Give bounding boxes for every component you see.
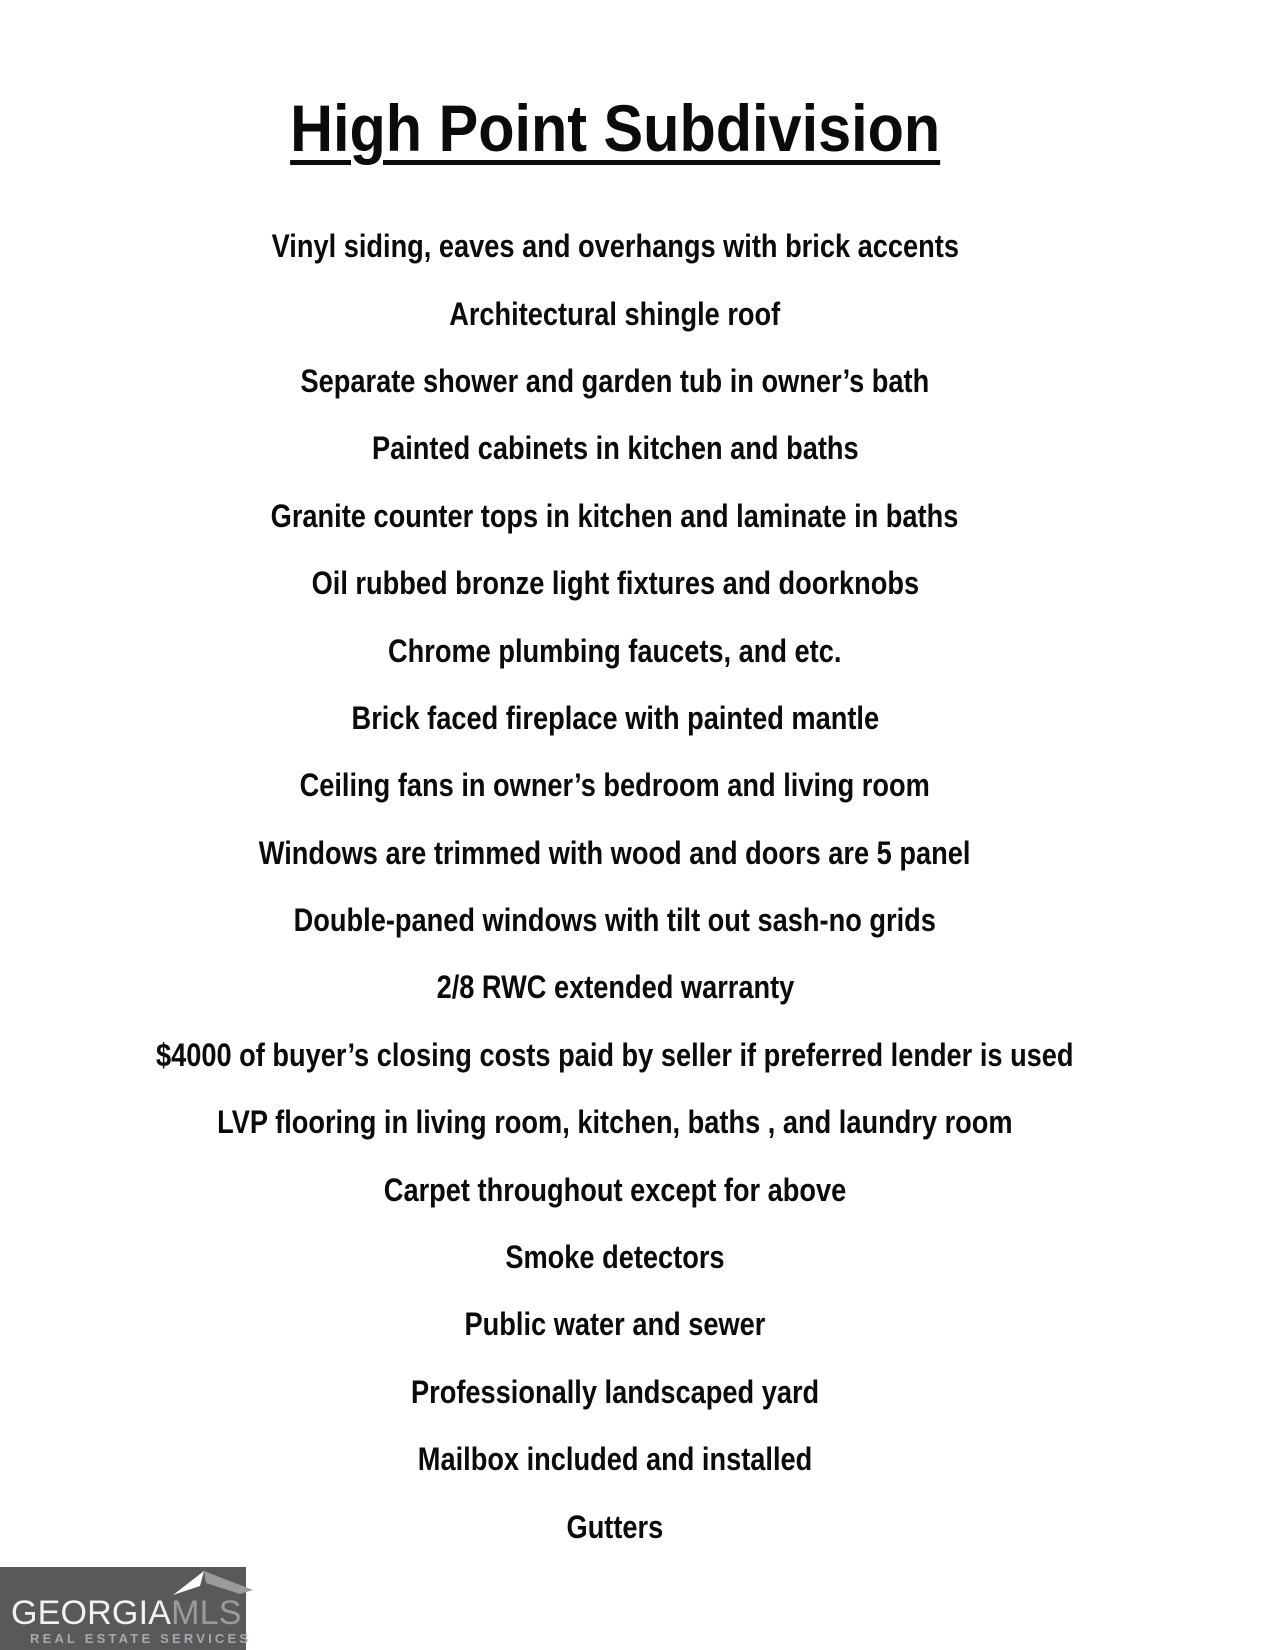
logo-brand-secondary: MLS (171, 1594, 242, 1632)
feature-line (0, 1359, 1230, 1426)
feature-line (0, 1156, 1230, 1223)
feature-text: Gutters (566, 1508, 664, 1545)
feature-line (0, 213, 1230, 280)
logo-brand-primary: GEORGIA (11, 1594, 172, 1632)
logo-brand (11, 1596, 242, 1630)
feature-line (0, 1426, 1230, 1493)
feature-text: Brick faced fireplace with painted mantle (351, 699, 879, 736)
roof-right-facet (204, 1571, 253, 1594)
feature-text: Granite counter tops in kitchen and laminate in baths (271, 497, 959, 534)
feature-line (0, 280, 1230, 347)
feature-text: Mailbox included and installed (417, 1441, 813, 1478)
roof-left-facet (173, 1571, 204, 1595)
feature-line (0, 1022, 1230, 1089)
feature-text: Oil rubbed bronze light fixtures and doorknobs (311, 565, 919, 602)
feature-text: Carpet throughout except for above (383, 1171, 847, 1208)
feature-text: Vinyl siding, eaves and overhangs with brick accents (271, 228, 959, 265)
feature-line (0, 483, 1230, 550)
feature-text: $4000 of buyer’s closing costs paid by seller if preferred lender is used (156, 1036, 1074, 1073)
feature-text: Double-paned windows with tilt out sash-no grids (293, 902, 937, 939)
feature-text: Professionally landscaped yard (410, 1373, 820, 1410)
feature-text: Separate shower and garden tub in owner’s bath (300, 362, 930, 399)
roof-icon (167, 1569, 257, 1597)
feature-text: Public water and sewer (464, 1306, 766, 1343)
georgia-mls-logo (0, 1567, 252, 1650)
title-block (0, 88, 1230, 168)
feature-line (0, 1291, 1230, 1358)
feature-line (0, 617, 1230, 684)
logo-tagline: REAL ESTATE SERVICES (30, 1631, 252, 1646)
feature-line (0, 550, 1230, 617)
feature-line (0, 348, 1230, 415)
feature-line (0, 752, 1230, 819)
page-title: High Point Subdivision (289, 91, 941, 165)
feature-text: 2/8 RWC extended warranty (436, 969, 794, 1006)
feature-text: Painted cabinets in kitchen and baths (371, 430, 859, 467)
feature-line (0, 685, 1230, 752)
feature-text: LVP flooring in living room, kitchen, baths , and laundry room (217, 1104, 1013, 1141)
feature-line (0, 820, 1230, 887)
feature-text: Architectural shingle roof (449, 295, 781, 332)
feature-text: Chrome plumbing faucets, and etc. (388, 632, 842, 669)
feature-line (0, 415, 1230, 482)
feature-line (0, 1089, 1230, 1156)
feature-line (0, 887, 1230, 954)
feature-text: Smoke detectors (505, 1239, 725, 1276)
feature-list (0, 213, 1230, 1561)
feature-text: Windows are trimmed with wood and doors are 5 panel (259, 834, 971, 871)
feature-line (0, 1493, 1230, 1560)
feature-line (0, 1224, 1230, 1291)
feature-text: Ceiling fans in owner’s bedroom and living room (299, 767, 931, 804)
feature-line (0, 954, 1230, 1021)
